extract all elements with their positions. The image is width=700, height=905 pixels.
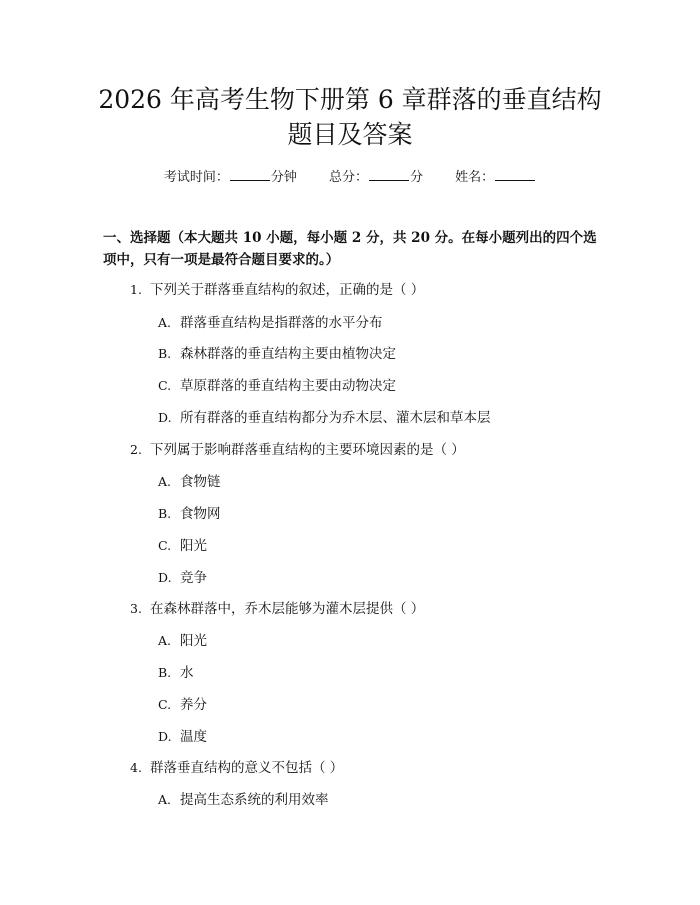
question-4 — [130, 758, 343, 778]
exam-time-unit: 分钟 — [270, 170, 297, 185]
question-2-option-b — [158, 504, 221, 524]
total-score-blank — [369, 168, 409, 181]
option-letter: A. — [158, 633, 172, 648]
question-text: 群落垂直结构的意义不包括（ ） — [150, 760, 344, 776]
option-text: 提高生态系统的利用效率 — [180, 792, 329, 808]
option-text: 阳光 — [180, 633, 207, 649]
question-1 — [130, 280, 424, 300]
student-name-label: 姓名： — [455, 170, 495, 185]
option-letter: A. — [158, 474, 172, 489]
question-text: 下列属于影响群落垂直结构的主要环境因素的是（ ） — [150, 442, 465, 458]
option-letter: B. — [158, 665, 172, 680]
question-text: 下列关于群落垂直结构的叙述，正确的是（ ） — [150, 282, 425, 298]
option-letter: D. — [158, 729, 172, 744]
question-text: 在森林群落中，乔木层能够为灌木层提供（ ） — [150, 601, 425, 617]
option-letter: C. — [158, 378, 172, 393]
question-2 — [130, 440, 465, 460]
option-letter: C. — [158, 697, 172, 712]
option-letter: D. — [158, 410, 172, 425]
exam-meta — [0, 168, 700, 188]
option-text: 阳光 — [180, 538, 207, 554]
total-score-unit: 分 — [410, 170, 424, 185]
question-number: 3. — [130, 601, 142, 616]
option-text: 食物网 — [180, 506, 221, 522]
question-2-option-c — [158, 536, 207, 556]
question-4-option-a — [158, 790, 329, 810]
total-score-field — [329, 170, 423, 185]
question-1-option-b — [158, 344, 396, 364]
exam-time-label: 考试时间： — [163, 170, 229, 185]
option-text: 食物链 — [180, 474, 221, 490]
option-text: 水 — [180, 665, 194, 681]
question-3 — [130, 599, 424, 619]
question-number: 2. — [130, 442, 142, 457]
question-3-option-b — [158, 663, 194, 683]
question-number: 4. — [130, 760, 142, 775]
option-letter: A. — [158, 315, 172, 330]
option-letter: C. — [158, 538, 172, 553]
question-number: 1. — [130, 282, 142, 297]
option-letter: B. — [158, 346, 172, 361]
total-score-label: 总分： — [328, 170, 368, 185]
page-title-line-1: 2026 年高考生物下册第 6 章群落的垂直结构 — [98, 85, 602, 114]
option-text: 竞争 — [180, 570, 207, 586]
option-text: 所有群落的垂直结构都分为乔木层、灌木层和草本层 — [180, 410, 491, 426]
option-text: 群落垂直结构是指群落的水平分布 — [180, 315, 383, 331]
question-3-option-d — [158, 727, 207, 747]
option-letter: A. — [158, 792, 172, 807]
option-text: 温度 — [180, 729, 207, 745]
page-title-line-2: 题目及答案 — [287, 120, 413, 149]
question-1-option-a — [158, 313, 383, 333]
student-name-field — [455, 170, 536, 185]
question-2-option-a — [158, 472, 221, 492]
student-name-blank — [495, 168, 535, 181]
option-text: 草原群落的垂直结构主要由动物决定 — [180, 378, 396, 394]
section-heading: 一、选择题（本大题共 10 小题，每小题 2 分，共 20 分。在每小题列出的四个选项中，只有一项是最符合题目要求的。） — [103, 230, 597, 268]
option-letter: B. — [158, 506, 172, 521]
option-text: 养分 — [180, 697, 207, 713]
question-3-option-c — [158, 695, 207, 715]
question-2-option-d — [158, 568, 207, 588]
exam-time-blank — [230, 168, 270, 181]
question-1-option-d — [158, 408, 491, 428]
option-letter: D. — [158, 570, 172, 585]
question-1-option-c — [158, 376, 396, 396]
exam-time-field — [164, 170, 297, 185]
option-text: 森林群落的垂直结构主要由植物决定 — [180, 346, 396, 362]
question-3-option-a — [158, 631, 207, 651]
